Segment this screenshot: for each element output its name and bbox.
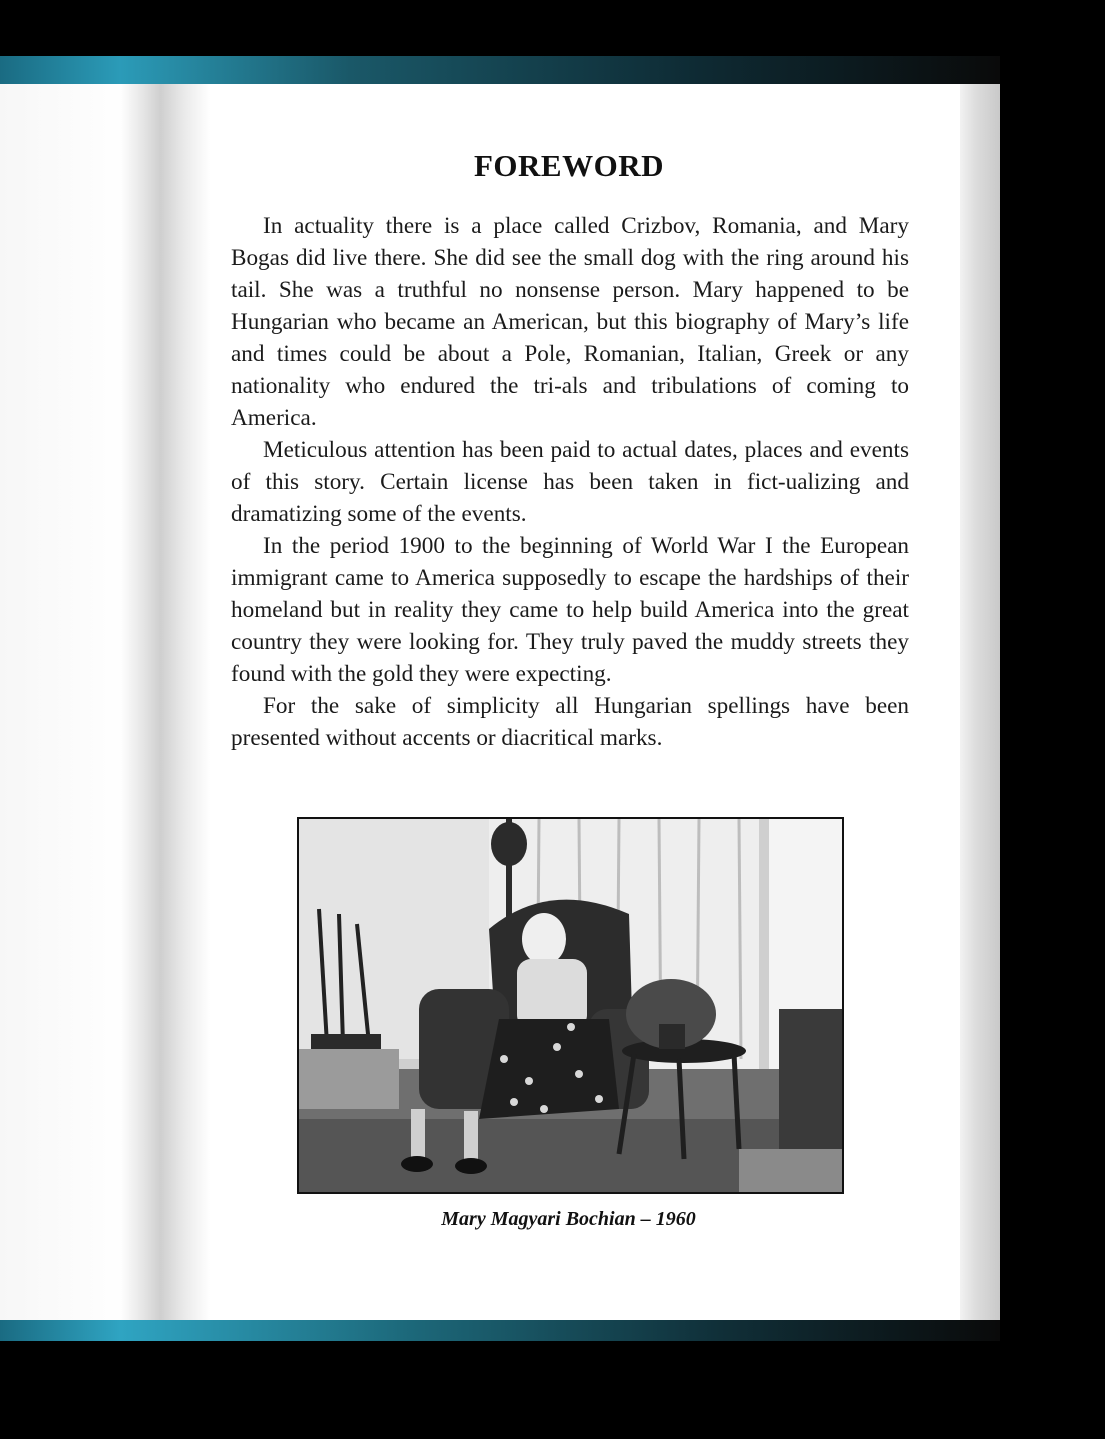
left-page xyxy=(0,84,130,1320)
photo-caption: Mary Magyari Bochian – 1960 xyxy=(441,1208,696,1230)
page-gutter xyxy=(120,84,210,1320)
paragraph: In the period 1900 to the beginning of World War I the European immigrant came to America supposedly to escape the hardships of their homeland but in reality they came to help build America into the great country they were looking for. They truly paved the muddy streets they found with the gold they were expecting. xyxy=(231,533,909,687)
portrait-photo xyxy=(297,817,844,1194)
photo-illustration xyxy=(299,819,842,1192)
paragraph: In actuality there is a place called Crizbov, Romania, and Mary Bogas did live there. She did see the small dog with the ring around his tail. She was a truthful no nonsense person. Mary happened to be Hungarian who became an American, but this biography of Mary’s life and times could be about a Pole, Romanian, Italian, Greek or any nationality who endured the tri-als and tribulations of coming to America. xyxy=(231,213,909,431)
page-title: FOREWORD xyxy=(474,148,664,183)
paragraph: For the sake of simplicity all Hungarian spellings have been presented without accents or diacritical marks. xyxy=(231,693,909,751)
paragraph: Meticulous attention has been paid to actual dates, places and events of this story. Certain license has been taken in fict-ualizing and dramatizing some of the events. xyxy=(231,437,909,527)
foreword-text xyxy=(231,210,909,754)
page-fore-edge xyxy=(960,84,1000,1320)
